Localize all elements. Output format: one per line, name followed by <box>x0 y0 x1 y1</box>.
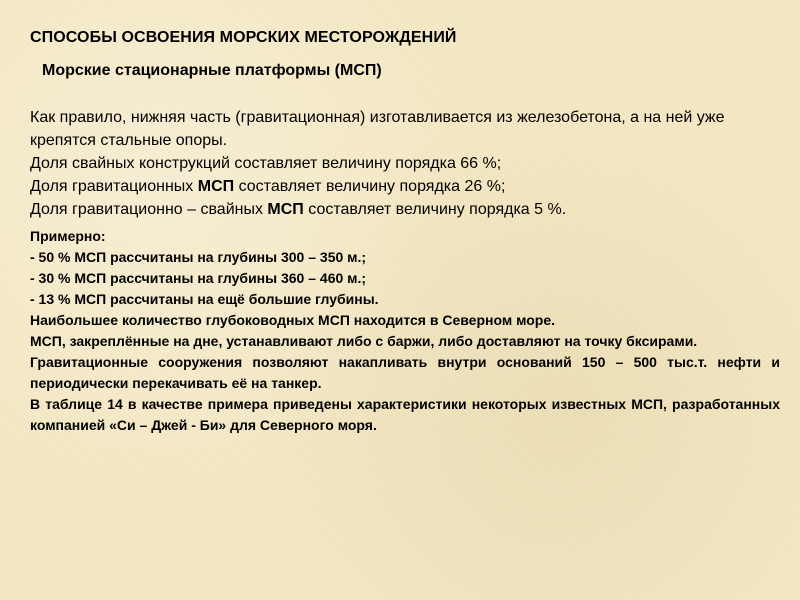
msp-term: МСП <box>631 396 664 412</box>
text-fragment: » для Северного моря. <box>218 417 377 433</box>
table-reference-paragraph <box>30 394 780 436</box>
text-fragment: - 50 % <box>30 249 75 265</box>
depth-item-1 <box>30 247 780 268</box>
msp-term: МСП <box>197 178 235 195</box>
msp-term: МСП <box>74 291 107 307</box>
text-fragment: рассчитаны на ещё большие глубины. <box>106 291 379 307</box>
msp-term: МСП <box>267 201 304 218</box>
text-fragment: Доля гравитационных <box>30 178 198 195</box>
text-fragment: Доля гравитационно – свайных <box>30 201 268 218</box>
intro-line-construction: Как правило, нижняя часть (гравитационная) изготавливается из железобетона, а на ней уже крепятся стальные опоры. <box>30 109 725 149</box>
depth-item-2 <box>30 268 780 289</box>
msp-term: МСП <box>74 249 107 265</box>
text-fragment: рассчитаны на глубины 300 – 350 м.; <box>106 249 367 265</box>
text-fragment: - 13 % <box>30 291 75 307</box>
msp-term: МСП <box>74 270 107 286</box>
intro-line-gravity-share <box>30 175 780 198</box>
msp-term: МСП <box>30 333 62 349</box>
gravity-paragraph: Гравитационные сооружения позволяют накапливать внутри оснований 150 – 500 тыс.т. нефти и периодически перекачивать её на танкер. <box>30 354 780 391</box>
text-fragment: составляет величину порядка 5 %. <box>303 201 567 218</box>
intro-line-pile-share: Доля свайных конструкций составляет величину порядка 66 %; <box>30 155 502 172</box>
text-fragment: , закреплённые на дне, устанавливают либо с баржи, либо доставляют на точку бксирами. <box>61 333 698 349</box>
intro-block <box>30 106 780 221</box>
text-fragment: - 30 % <box>30 270 75 286</box>
page-title: СПОСОБЫ ОСВОЕНИЯ МОРСКИХ МЕСТОРОЖДЕНИЙ <box>30 29 457 46</box>
page-subtitle: Морские стационарные платформы (МСП) <box>42 62 382 79</box>
approx-label: Примерно: <box>30 228 106 244</box>
text-fragment: , разработанных компанией « <box>30 396 780 433</box>
text-fragment: рассчитаны на глубины 360 – 460 м.; <box>106 270 367 286</box>
intro-line-gravity-pile-share <box>30 198 780 221</box>
depth-item-3 <box>30 289 780 310</box>
text-fragment: В таблице 14 в качестве примера приведены характеристики некоторых известных <box>30 396 632 412</box>
deepwater-paragraph: Наибольшее количество глубоководных МСП находится в Северном море. <box>30 312 556 328</box>
text-fragment: составляет величину порядка 26 %; <box>234 178 506 195</box>
fixed-platform-paragraph <box>30 331 780 352</box>
details-block <box>30 226 780 436</box>
company-name: Си – Джей - Би <box>116 417 219 433</box>
